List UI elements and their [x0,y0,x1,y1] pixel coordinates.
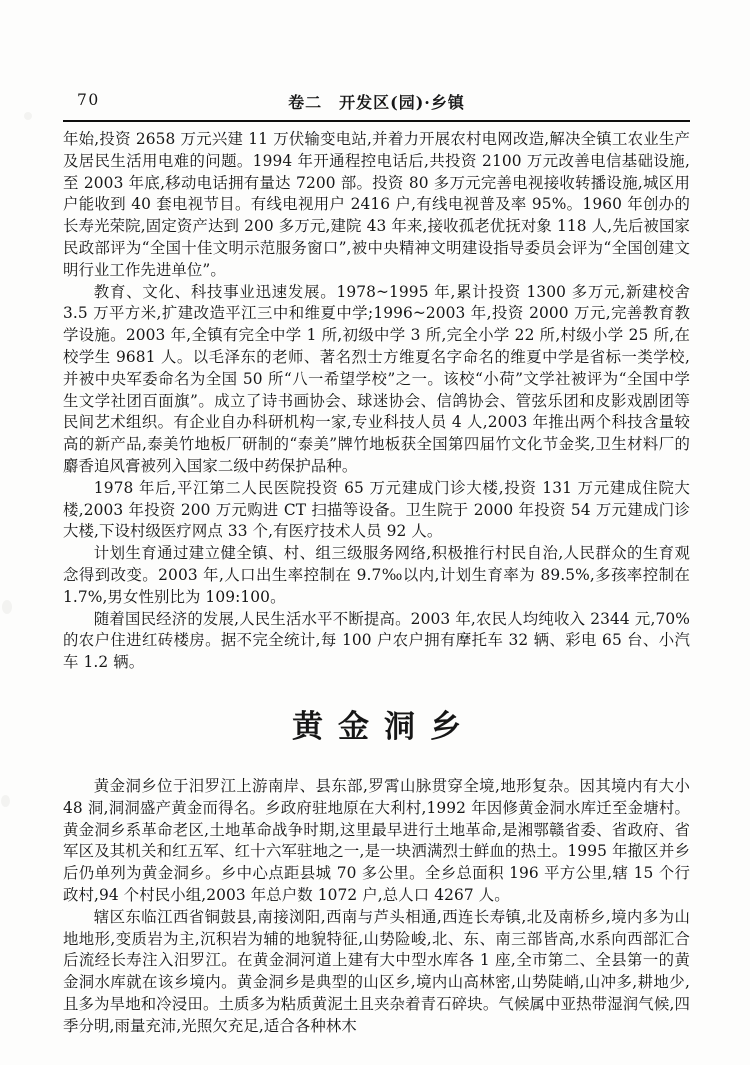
scan-artifact [24,112,32,120]
running-header-title: 卷二 开发区(园)·乡镇 [288,93,465,112]
paragraph-electricity-telecom: 年始,投资 2658 万元兴建 11 万伏输变电站,并着力开展农村电网改造,解决全镇工农业生产及居民生活用电难的问题。1994 年开通程控电话后,共投资 2100 万元改善电信基础设施,至 2003 年底,移动电话拥有量达 7200 部。投资 80 多万元完善电视接收转播设施,城区用户能收到 40 套电视节目。有线电视用户 2416 户,有线电视普及率 95%。1960 年创办的长寿光荣院,固定资产达到 200 多万元,建院 43 年来,接收孤老优抚对象 118 人,先后被国家民政部评为“全国十佳文明示范服务窗口”,被中央精神文明建设指导委员会评为“全国创建文明行业工作先进单位”。 [63,130,690,279]
paragraph-family-planning: 计划生育通过建立健全镇、村、组三级服务网络,积极推行村民自治,人民群众的生育观念得到改变。2003 年,人口出生率控制在 9.7‰以内,计划生育率为 89.5%,多孩率控制在 1.7%,男女性别比为 109:100。 [63,544,690,606]
paragraph-huangjindong-geography: 辖区东临江西省铜鼓县,南接浏阳,西南与芦头相通,西连长寿镇,北及南桥乡,境内多为山地地形,变质岩为主,沉积岩为辅的地貌特征,山势险峻,北、东、南三部皆高,水系向西部汇合后流经长寿注入汨罗江。在黄金洞河道上建有大中型水库各 1 座,全市第二、全县第一的黄金洞水库就在该乡境内。黄金洞乡是典型的山区乡,境内山高林密,山势陡峭,山冲多,耕地少,且多为旱地和冷浸田。土质多为粘质黄泥土且夹杂着青石碎块。气候属中亚热带湿润气候,四季分明,雨量充沛,光照欠充足,适合各种林木 [63,907,690,1035]
page-number: 70 [77,91,100,109]
paragraph-living-standards: 随着国民经济的发展,人民生活水平不断提高。2003 年,农民人均纯收入 2344 元,70%的农户住进红砖楼房。据不完全统计,每 100 户农户拥有摩托车 32 辆、彩电 65 台、小汽车 1.2 辆。 [63,609,690,672]
header-rule [63,120,690,122]
scan-artifact [1,795,10,807]
paragraph-healthcare: 1978 年后,平江第二人民医院投资 65 万元建成门诊大楼,投资 131 万元建成住院大楼,2003 年投资 200 万元购进 CT 扫描等设备。卫生院于 2000 年投资 54 万元建成门诊大楼,下设村级医疗网点 33 个,有医疗技术人员 92 人。 [63,478,690,541]
paragraph-huangjindong-overview: 黄金洞乡位于汨罗江上游南岸、县东部,罗霄山脉贯穿全境,地形复杂。因其境内有大小 48 洞,洞洞盛产黄金而得名。乡政府驻地原在大利村,1992 年因修黄金洞水库迁至金塘村。黄金洞乡系革命老区,土地革命战争时期,这里最早进行土地革命,是湘鄂赣省委、省政府、省军区及其机关和红五军、红十六军驻地之一,是一块洒满烈士鲜血的热土。1995 年撤区并乡后仍单列为黄金洞乡。乡中心点距县城 70 多公里。全乡总面积 196 平方公里,辖 15 个行政村,94 个村民小组,2003 年总户数 1072 户,总人口 4267 人。 [63,776,690,904]
running-header [63,90,690,114]
body-text [63,129,690,1037]
page-content [63,90,690,1037]
paragraph-education-culture: 教育、文化、科技事业迅速发展。1978~1995 年,累计投资 1300 多万元,新建校舍 3.5 万平方米,扩建改造平江三中和维夏中学;1996~2003 年,投资 2000 万元,完善教育教学设施。2003 年,全镇有完全中学 1 所,初级中学 3 所,完全小学 22 所,村级小学 25 所,在校学生 9681 人。以毛泽东的老师、著名烈士方维夏名字命名的维夏中学是省标一类学校,并被中央军委命名为全国 50 所“八一希望学校”之一。该校“小荷”文学社被评为“全国中学生文学社团百面旗”。成立了诗书画协会、球迷协会、信鸽协会、管弦乐团和皮影戏剧团等民间艺术组织。有企业自办科研机构一家,专业科技人员 4 人,2003 年推出两个科技含量较高的新产品,泰美竹地板厂研制的“泰美”牌竹地板获全国第四届竹文化节金奖,卫生材料厂的麝香追风膏被列入国家二级中药保护品种。 [63,282,690,475]
scan-artifact [2,600,12,614]
section-title-huangjindong: 黄金洞乡 [292,708,476,745]
